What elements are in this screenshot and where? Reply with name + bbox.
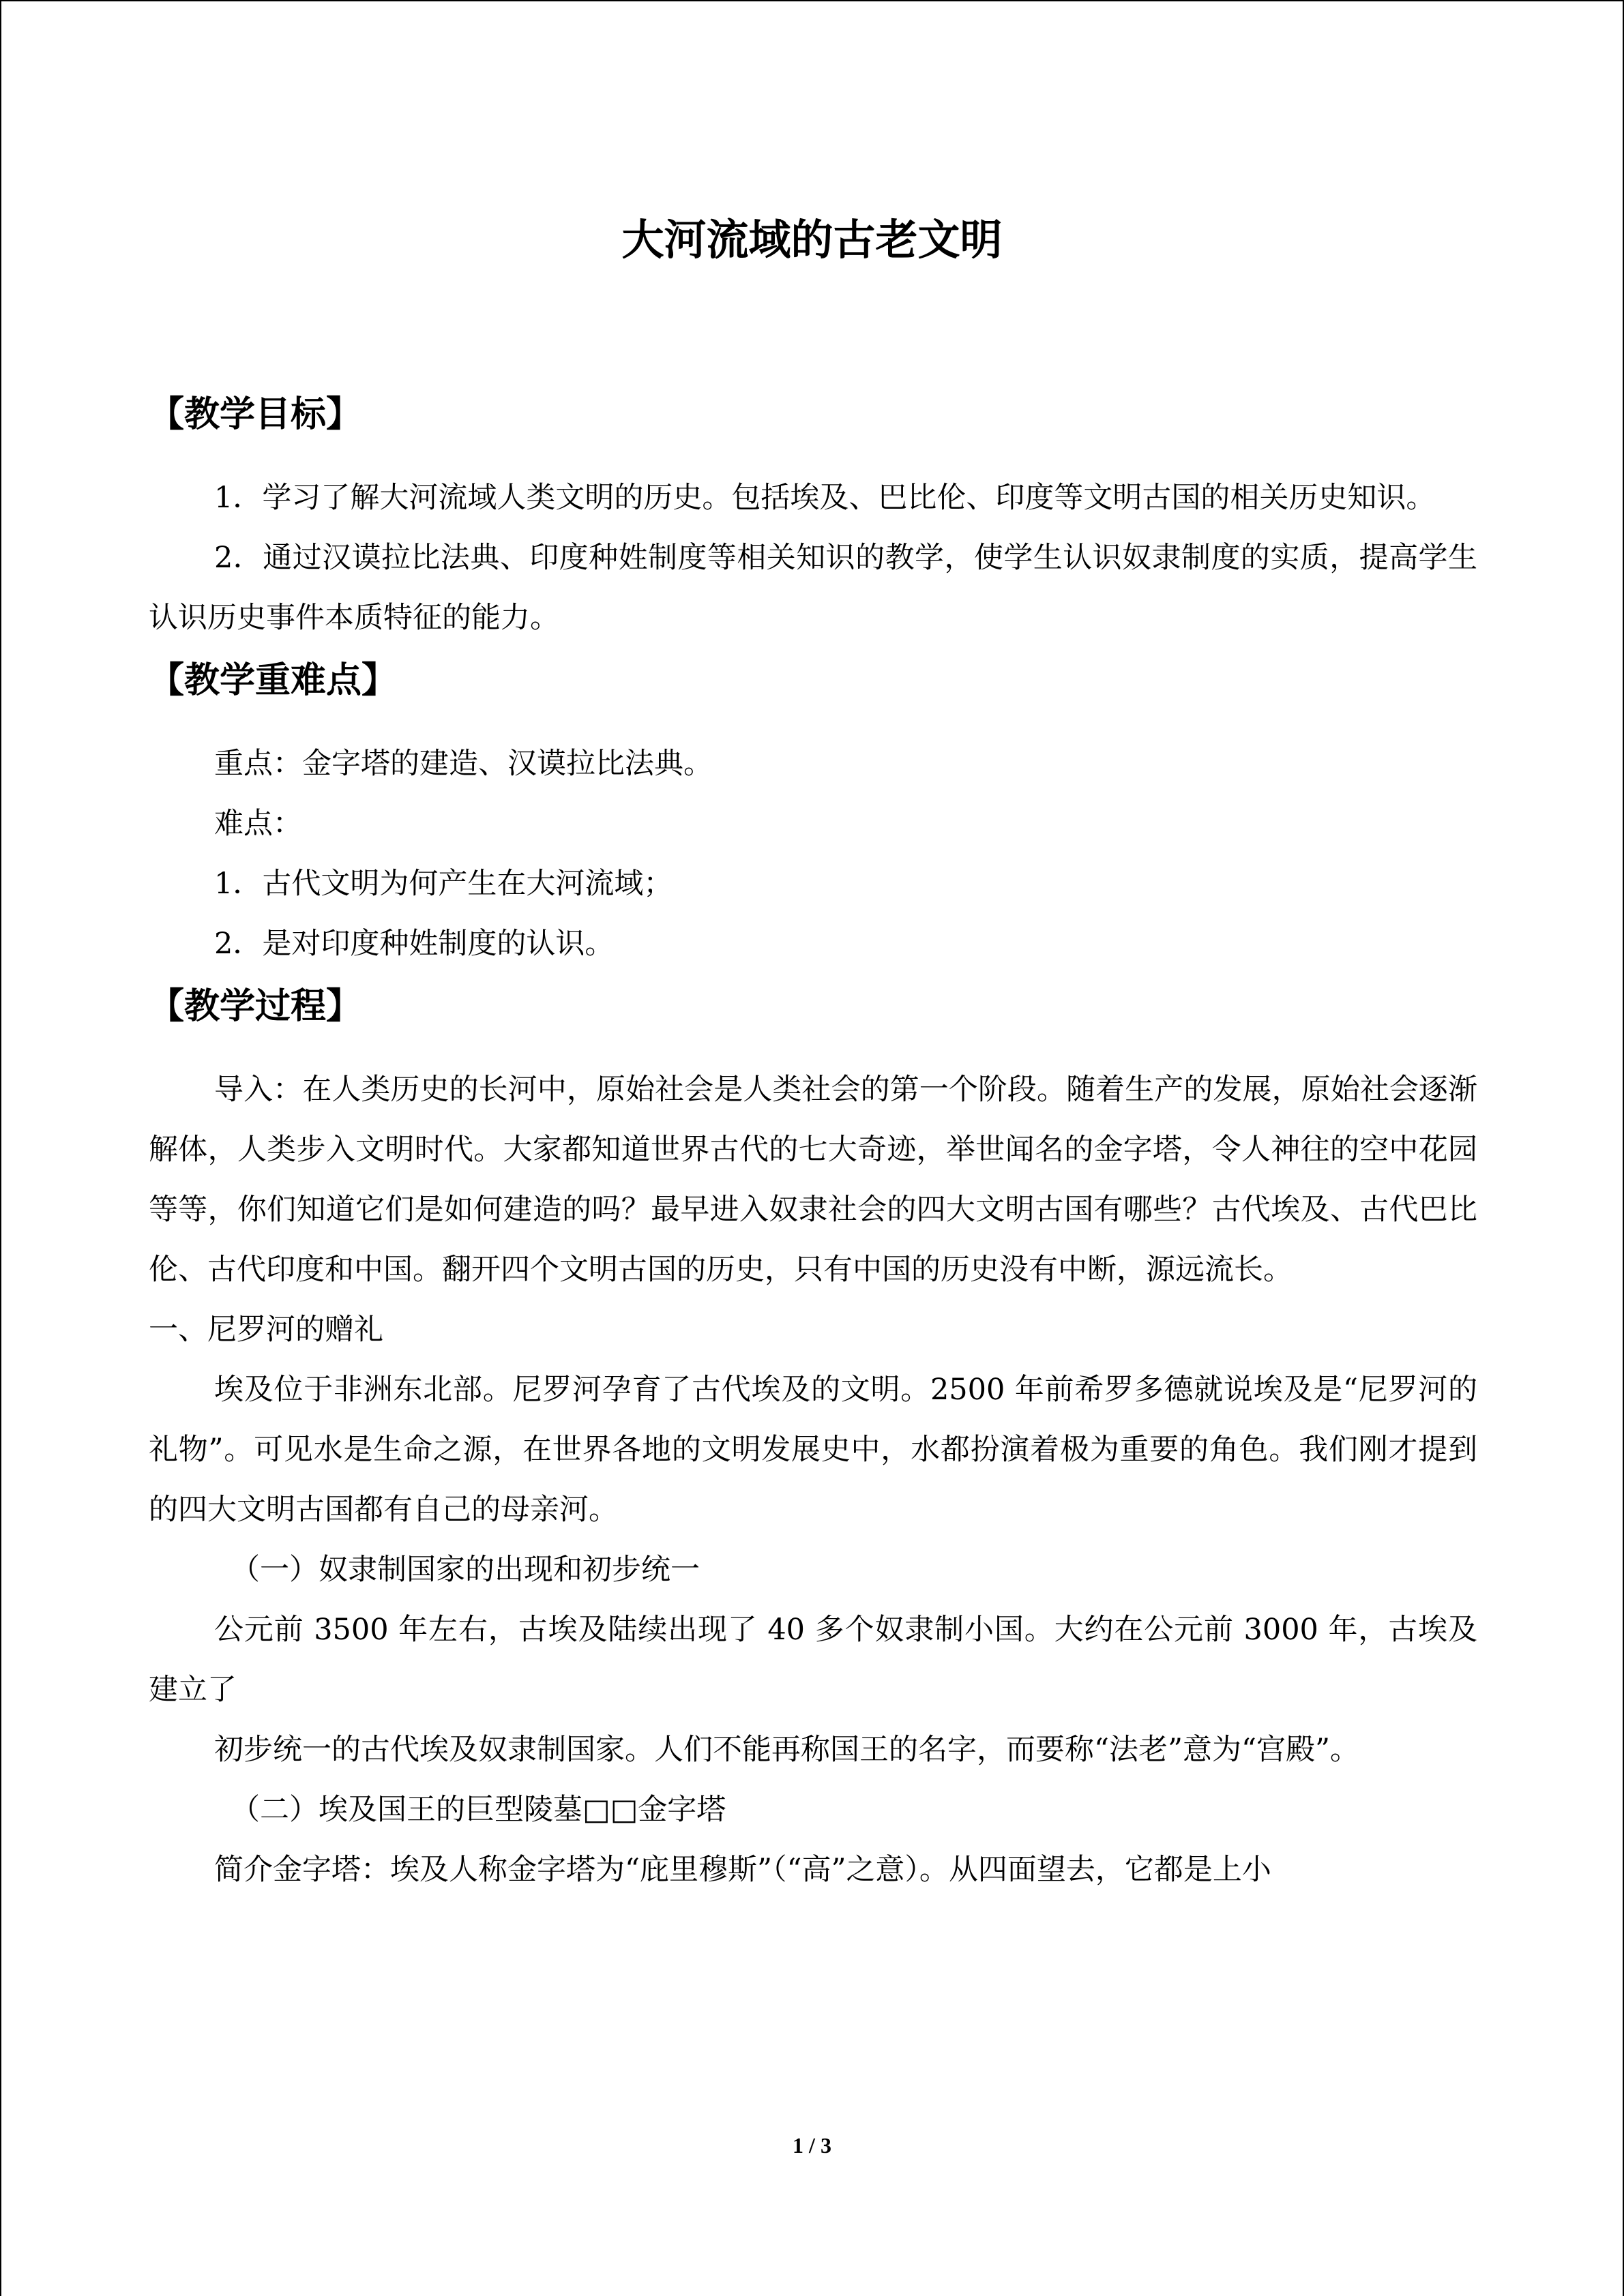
- intro-paragraph: 导入：在人类历史的长河中，原始社会是人类社会的第一个阶段。随着生产的发展，原始社会逐渐解体，人类步入文明时代。大家都知道世界古代的七大奇迹，举世闻名的金字塔，令人神往的空中花园等等，你们知道它们是如何建造的吗？最早进入奴隶社会的四大文明古国有哪些？古代埃及、古代巴比伦、古代印度和中国。翻开四个文明古国的历史，只有中国的历史没有中断，源远流长。: [149, 1073, 1477, 1287]
- difficulty-1: 1．古代文明为何产生在大河流域；: [214, 867, 673, 901]
- section-heading-objectives: 【教学目标】: [149, 394, 362, 435]
- paragraph-unification: 初步统一的古代埃及奴隶制国家。人们不能再称国王的名字，而要称“法老”意为“宫殿”。: [214, 1733, 1359, 1767]
- section-heading-process: 【教学过程】: [149, 986, 362, 1027]
- egypt-paragraph: 埃及位于非洲东北部。尼罗河孕育了古代埃及的文明。2500 年前希罗多德就说埃及是“尼罗河的礼物”。可见水是生命之源，在世界各地的文明发展史中，水都扮演着极为重要的角色。我们刚才提到的四大文明古国都有自己的母亲河。: [149, 1373, 1477, 1527]
- paragraph-3500bc: 公元前 3500 年左右，古埃及陆续出现了 40 多个奴隶制小国。大约在公元前 3000 年，古埃及建立了: [149, 1613, 1477, 1707]
- document-body: [149, 382, 1477, 1900]
- difficulty-2: 2．是对印度种姓制度的认识。: [214, 927, 615, 961]
- objective-1: 1．学习了解大河流域人类文明的历史。包括埃及、巴比伦、印度等文明古国的相关历史知识。: [214, 481, 1436, 515]
- difficulty-label: 难点：: [214, 807, 302, 841]
- subheading-slave-state: （一）奴隶制国家的出现和初步统一: [231, 1553, 700, 1587]
- subheading-nile: 一、尼罗河的赠礼: [149, 1313, 383, 1347]
- pyramid-paragraph: 简介金字塔：埃及人称金字塔为“庇里穆斯”（“高”之意）。从四面望去，它都是上小: [214, 1853, 1271, 1887]
- document-title: 大河流域的古老文明: [621, 215, 1003, 265]
- objective-2: 2．通过汉谟拉比法典、印度种姓制度等相关知识的教学，使学生认识奴隶制度的实质，提高学生认识历史事件本质特征的能力。: [149, 541, 1477, 635]
- subheading-pyramids: （二）埃及国王的巨型陵墓□□金字塔: [231, 1793, 726, 1827]
- page-number: 1 / 3: [793, 2133, 831, 2158]
- section-heading-key-points: 【教学重难点】: [149, 660, 398, 701]
- key-point: 重点：金字塔的建造、汉谟拉比法典。: [214, 747, 713, 781]
